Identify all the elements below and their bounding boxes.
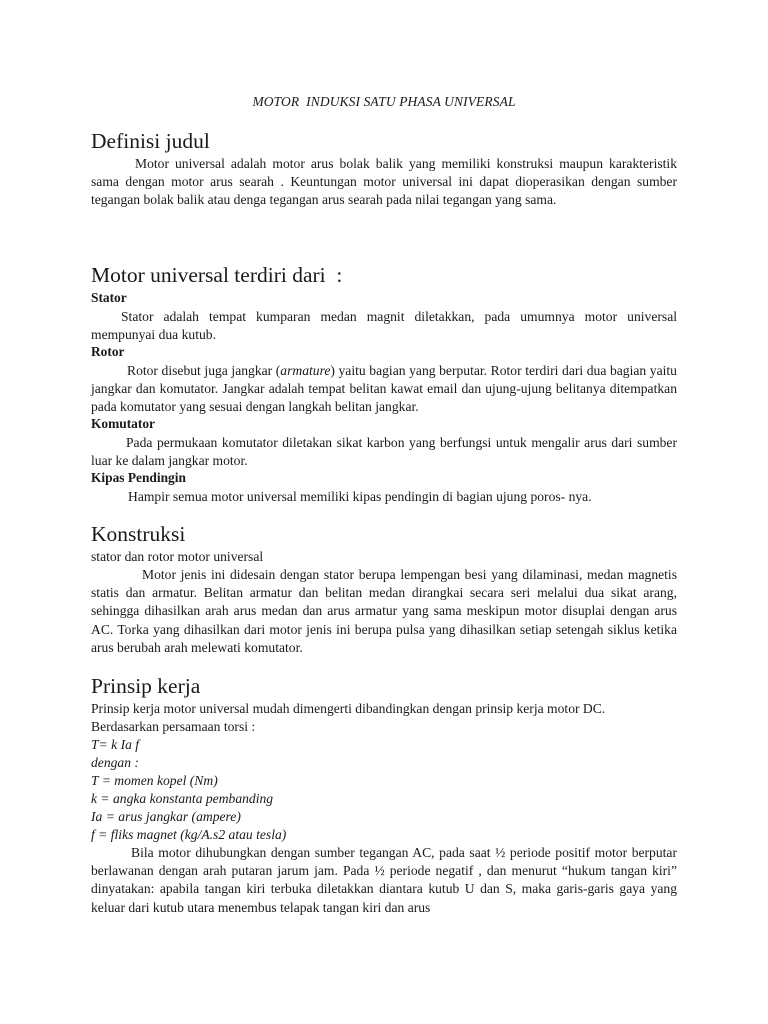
prinsip-line-2: Berdasarkan persamaan torsi :	[91, 719, 256, 734]
heading-terdiri: Motor universal terdiri dari :	[91, 263, 343, 287]
paragraph-rotor-text-1: Rotor disebut juga jangkar (	[127, 363, 281, 378]
torque-formula: T= k Ia f	[91, 737, 140, 752]
paragraph-rotor-italic: armature	[280, 363, 331, 378]
formula-def-ia: Ia = arus jangkar (ampere)	[91, 809, 241, 824]
formula-def-k: k = angka konstanta pembanding	[91, 791, 274, 806]
paragraph-komutator	[91, 434, 677, 470]
subheading-komutator: Komutator	[91, 416, 155, 431]
heading-definisi: Definisi judul	[91, 129, 210, 153]
heading-prinsip: Prinsip kerja	[91, 674, 201, 698]
document-title: MOTOR INDUKSI SATU PHASA UNIVERSAL	[252, 94, 516, 109]
paragraph-rotor	[91, 362, 677, 417]
paragraph-stator	[91, 308, 677, 344]
paragraph-rotor-text-2: ) yaitu bagian yang berputar. Rotor terdiri dari dua bagian yaitu jangkar dan komutator. Jangkar adalah tempat belitan kawat email dan ujung-ujung belitanya ditempatkan pada komutator yang sesuai dengan langkah belitan jangkar.	[91, 363, 677, 415]
paragraph-kipas	[91, 488, 677, 506]
formula-def-f: f = fliks magnet (kg/A.s2 atau tesla)	[91, 827, 287, 842]
paragraph-definisi	[91, 155, 677, 210]
formula-def-t: T = momen kopel (Nm)	[91, 773, 218, 788]
subheading-stator: Stator	[91, 290, 127, 305]
heading-konstruksi: Konstruksi	[91, 522, 186, 546]
paragraph-konstruksi-text: Motor jenis ini didesain dengan stator berupa lempengan besi yang dilaminasi, medan magnetis statis dan armatur. Belitan armatur dan belitan medan dirangkai secara seri melalui dua sikat arang, sehingga dihasilkan arah arus medan dan arus armatur yang sama meskipun motor disuplai dengan arus AC. Torka yang dihasilkan dari motor jenis ini berupa pulsa yang dihasilkan setiap setengah siklus ketika arus berubah arah melewati komutator.	[91, 567, 677, 655]
paragraph-definisi-text: Motor universal adalah motor arus bolak balik yang memiliki konstruksi maupun karakteristik sama dengan motor arus searah . Keuntungan motor universal ini dapat dioperasikan dengan sumber tegangan bolak balik atau denga tegangan arus searah pada nilai tegangan yang sama.	[91, 156, 677, 208]
subheading-kipas: Kipas Pendingin	[91, 470, 186, 485]
paragraph-kipas-text: Hampir semua motor universal memiliki kipas pendingin di bagian ujung poros- nya.	[128, 489, 592, 504]
konstruksi-subtitle: stator dan rotor motor universal	[91, 549, 264, 564]
subheading-rotor: Rotor	[91, 344, 125, 359]
paragraph-komutator-text: Pada permukaan komutator diletakan sikat karbon yang berfungsi untuk mengalir arus dari sumber luar ke dalam jangkar motor.	[91, 435, 677, 469]
paragraph-stator-text: Stator adalah tempat kumparan medan magnit diletakkan, pada umumnya motor universal mempunyai dua kutub.	[91, 309, 677, 343]
paragraph-prinsip-text: Bila motor dihubungkan dengan sumber tegangan AC, pada saat ½ periode positif motor berputar berlawanan dengan arah putaran jarum jam. Pada ½ periode negatif , dan menurut “hukum tangan kiri” dinyatakan: apabila tangan kiri terbuka diletakkan diantara kutub U dan S, maka garis-garis gaya yang keluar dari kutub utara menembus telapak tangan kiri dan arus	[91, 845, 677, 915]
formula-dengan: dengan :	[91, 755, 139, 770]
prinsip-line-1: Prinsip kerja motor universal mudah dimengerti dibandingkan dengan prinsip kerja motor DC.	[91, 701, 606, 716]
paragraph-prinsip	[91, 844, 677, 917]
paragraph-konstruksi	[91, 566, 677, 657]
